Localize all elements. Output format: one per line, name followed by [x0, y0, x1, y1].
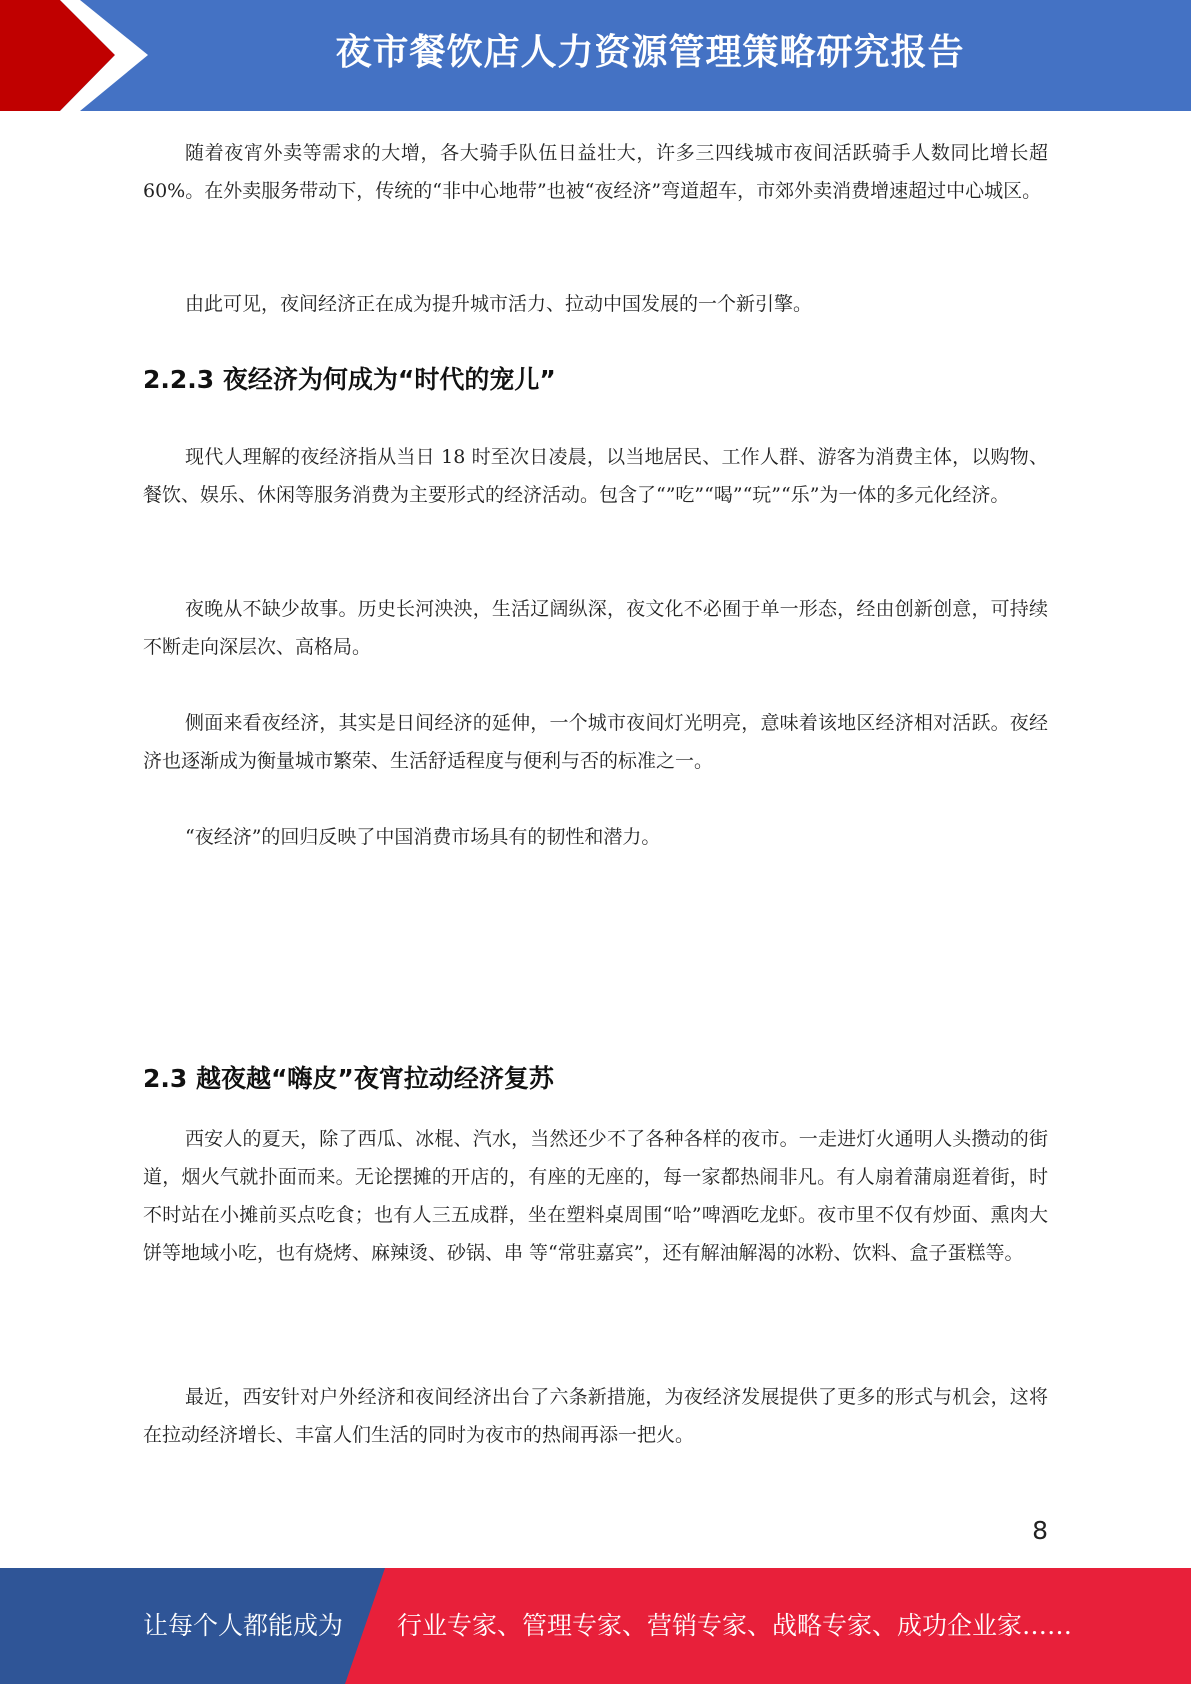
page-footer [0, 1568, 1191, 1684]
footer-slogan-left: 让每个人都能成为 [143, 1611, 344, 1640]
paragraph: 侧面来看夜经济，其实是日间经济的延伸，一个城市夜间灯光明亮，意味着该地区经济相对活跃。夜经济也逐渐成为衡量城市繁荣、生活舒适程度与便利与否的标准之一。 [143, 712, 1048, 772]
page-number: 8 [1032, 1516, 1048, 1545]
section-heading-2-3: 2.3 越夜越“嗨皮”夜宵拉动经济复苏 [143, 1064, 554, 1093]
paragraph: 西安人的夏天，除了西瓜、冰棍、汽水，当然还少不了各种各样的夜市。一走进灯火通明人头攒动的街道，烟火气就扑面而来。无论摆摊的开店的，有座的无座的，每一家都热闹非凡。有人扇着蒲扇逛着街，时不时站在小摊前买点吃食；也有人三五成群，坐在塑料桌周围“哈”啤酒吃龙虾。夜市里不仅有炒面、熏肉大饼等地域小吃，也有烧烤、麻辣烫、砂锅、串 等“常驻嘉宾”，还有解油解渴的冰粉、饮料、盒子蛋糕等。 [143, 1128, 1048, 1264]
page-title: 夜市餐饮店人力资源管理策略研究报告 [335, 32, 965, 73]
paragraph: 随着夜宵外卖等需求的大增，各大骑手队伍日益壮大，许多三四线城市夜间活跃骑手人数同比增长超 60%。在外卖服务带动下，传统的“非中心地带”也被“夜经济”弯道超车，市郊外卖消费增速超过中心城区。 [143, 142, 1048, 202]
page-header [0, 0, 1191, 111]
paragraph: 现代人理解的夜经济指从当日 18 时至次日凌晨，以当地居民、工作人群、游客为消费主体，以购物、餐饮、娱乐、休闲等服务消费为主要形式的经济活动。包含了“”吃”“喝”“玩”“乐”为一体的多元化经济。 [143, 446, 1048, 506]
paragraph: 由此可见，夜间经济正在成为提升城市活力、拉动中国发展的一个新引擎。 [185, 293, 813, 315]
paragraph: 夜晚从不缺少故事。历史长河泱泱，生活辽阔纵深，夜文化不必囿于单一形态，经由创新创意，可持续不断走向深层次、高格局。 [143, 598, 1048, 658]
footer-slogan-right: 行业专家、管理专家、营销专家、战略专家、成功企业家…… [397, 1611, 1073, 1640]
section-heading-2-2-3: 2.2.3 夜经济为何成为“时代的宠儿” [143, 365, 556, 394]
paragraph: 最近，西安针对户外经济和夜间经济出台了六条新措施，为夜经济发展提供了更多的形式与机会，这将在拉动经济增长、丰富人们生活的同时为夜市的热闹再添一把火。 [143, 1386, 1048, 1446]
paragraph: “夜经济”的回归反映了中国消费市场具有的韧性和潜力。 [185, 826, 661, 848]
